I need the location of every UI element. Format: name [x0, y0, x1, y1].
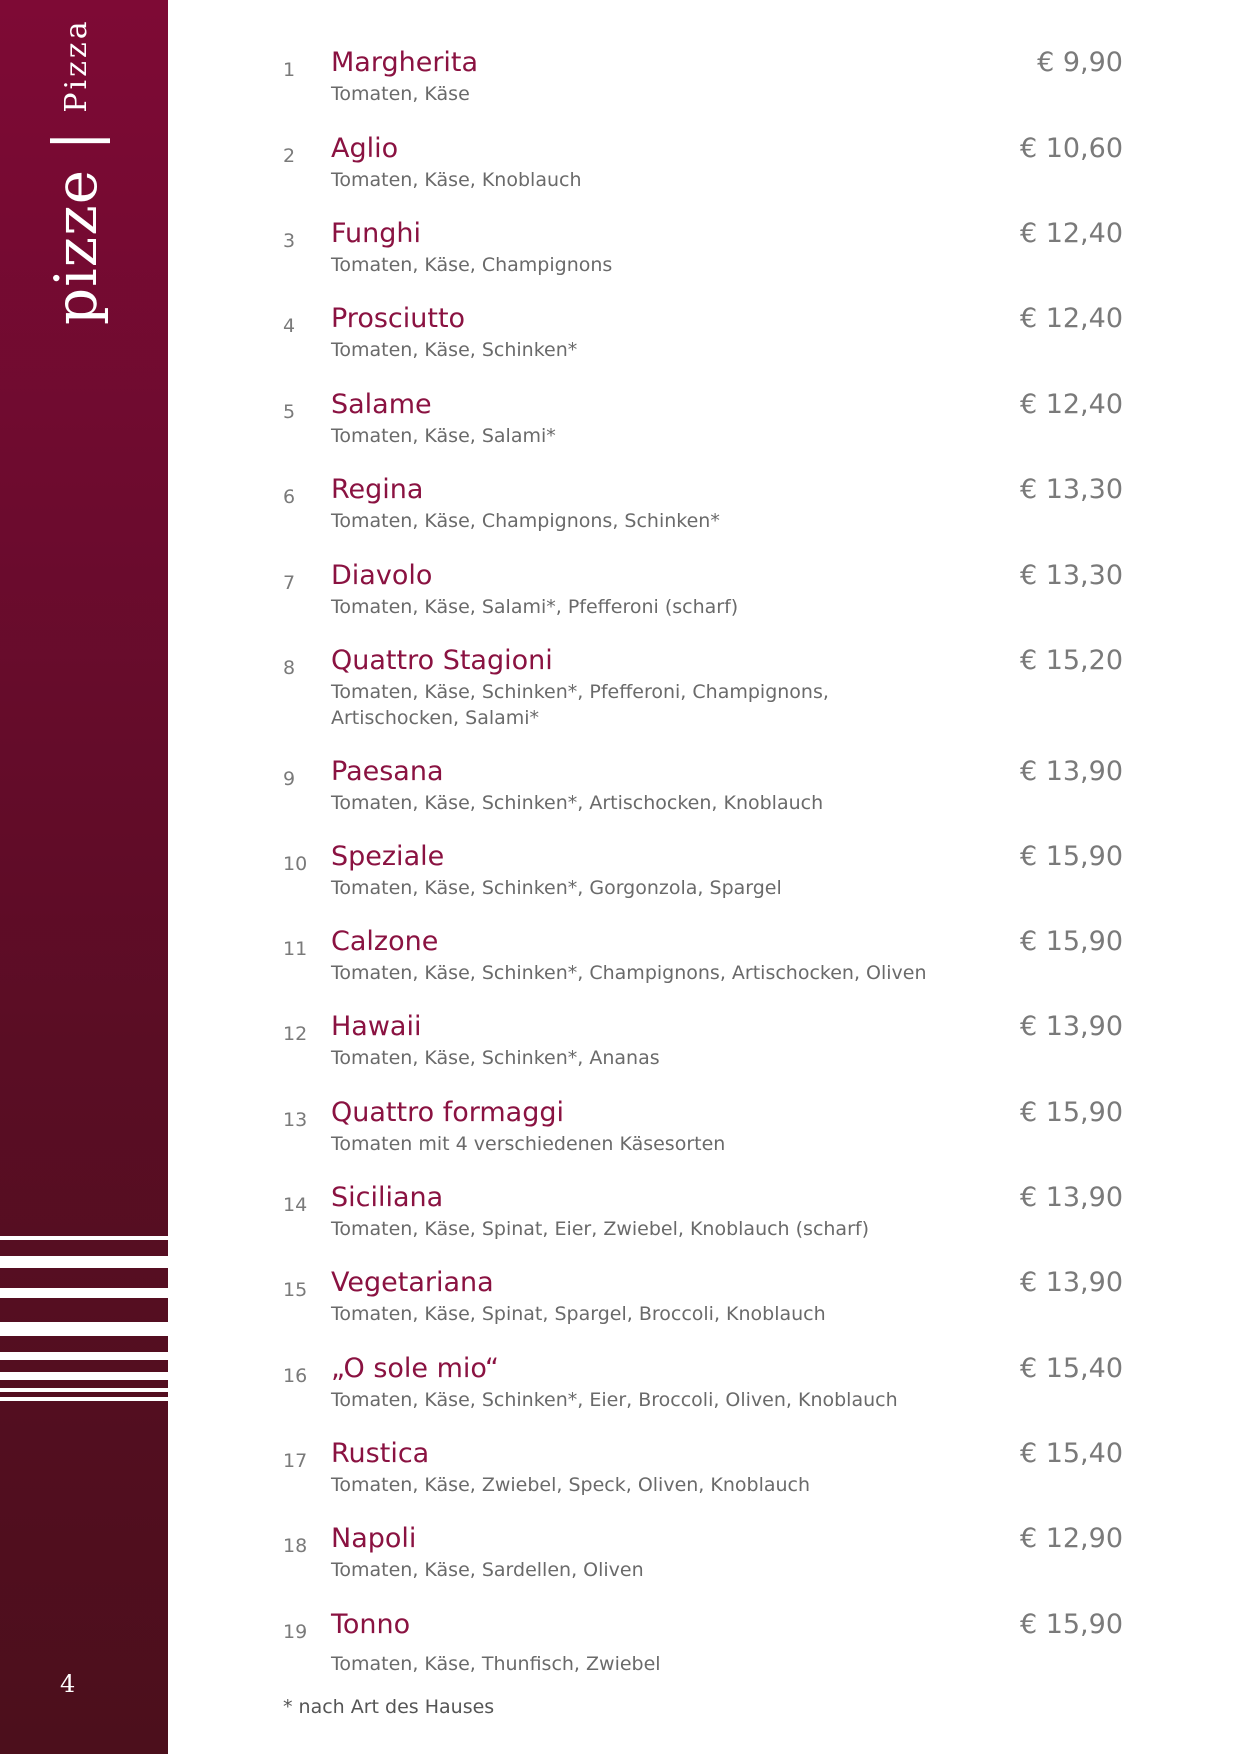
item-ingredients: Tomaten, Käse, Schinken*, Champignons, Artischocken, Oliven [331, 962, 927, 984]
item-price: € 10,60 [1019, 133, 1123, 164]
item-price: € 15,40 [1019, 1353, 1123, 1384]
item-name: Funghi [331, 218, 422, 249]
item-price: € 15,90 [1019, 1097, 1123, 1128]
item-ingredients: Tomaten, Käse, Schinken*, Pfefferoni, Champignons, Artischocken, Salami* [331, 681, 829, 729]
item-price: € 13,90 [1019, 756, 1123, 787]
item-number: 10 [283, 853, 308, 875]
item-number: 15 [283, 1279, 308, 1301]
item-price: € 12,40 [1019, 218, 1123, 249]
item-name: Margherita [331, 47, 479, 78]
item-number: 19 [283, 1621, 308, 1643]
item-name: Rustica [331, 1438, 430, 1469]
item-number: 4 [283, 315, 296, 337]
item-price: € 12,90 [1019, 1523, 1123, 1554]
item-number: 17 [283, 1450, 308, 1472]
item-ingredients: Tomaten, Käse, Sardellen, Oliven [331, 1559, 644, 1581]
section-title-italian: pizze [42, 168, 110, 325]
item-number: 7 [283, 572, 296, 594]
item-price: € 13,90 [1019, 1011, 1123, 1042]
item-price: € 13,90 [1019, 1182, 1123, 1213]
item-name: „O sole mio“ [331, 1353, 499, 1384]
item-ingredients: Tomaten, Käse, Schinken*, Eier, Broccoli, Oliven, Knoblauch [331, 1389, 898, 1411]
item-price: € 15,40 [1019, 1438, 1123, 1469]
item-name: Calzone [331, 926, 439, 957]
item-number: 8 [283, 657, 296, 679]
section-title-separator: | [41, 130, 111, 151]
item-name: Aglio [331, 133, 399, 164]
item-price: € 13,90 [1019, 1267, 1123, 1298]
decorative-stripe [0, 1352, 168, 1360]
item-number: 13 [283, 1109, 308, 1131]
item-name: Tonno [331, 1609, 411, 1640]
item-number: 14 [283, 1194, 308, 1216]
item-name: Quattro Stagioni [331, 645, 553, 676]
item-name: Quattro formaggi [331, 1097, 564, 1128]
item-ingredients: Tomaten, Käse, Spinat, Eier, Zwiebel, Knoblauch (scharf) [331, 1218, 869, 1240]
item-ingredients: Tomaten, Käse, Champignons [331, 254, 613, 276]
item-price: € 15,90 [1019, 841, 1123, 872]
item-ingredients: Tomaten, Käse, Schinken*, Ananas [331, 1047, 660, 1069]
decorative-stripe [0, 1256, 168, 1268]
item-name: Paesana [331, 756, 444, 787]
decorative-stripe [0, 1288, 168, 1298]
item-price: € 15,20 [1019, 645, 1123, 676]
section-title [26, 18, 126, 325]
decorative-stripe [0, 1322, 168, 1336]
item-ingredients: Tomaten, Käse, Salami* [331, 425, 556, 447]
item-ingredients: Tomaten, Käse, Thunfisch, Zwiebel [331, 1653, 661, 1675]
item-price: € 13,30 [1019, 560, 1123, 591]
item-number: 2 [283, 145, 296, 167]
item-name: Vegetariana [331, 1267, 494, 1298]
item-price: € 12,40 [1019, 389, 1123, 420]
item-number: 12 [283, 1023, 308, 1045]
item-ingredients: Tomaten, Käse, Schinken* [331, 339, 578, 361]
decorative-stripe [0, 1236, 168, 1240]
item-name: Hawaii [331, 1011, 422, 1042]
item-name: Salame [331, 389, 432, 420]
item-ingredients: Tomaten mit 4 verschiedenen Käsesorten [331, 1133, 726, 1155]
page-number: 4 [60, 1670, 76, 1698]
item-number: 3 [283, 230, 296, 252]
item-name: Speziale [331, 841, 445, 872]
item-ingredients: Tomaten, Käse, Schinken*, Artischocken, Knoblauch [331, 792, 824, 814]
footnote: * nach Art des Hauses [283, 1696, 495, 1718]
item-number: 1 [283, 59, 296, 81]
sidebar [0, 0, 168, 1754]
item-ingredients: Tomaten, Käse, Champignons, Schinken* [331, 510, 720, 532]
item-number: 9 [283, 768, 296, 790]
decorative-stripe [0, 1397, 168, 1401]
decorative-stripe [0, 1372, 168, 1380]
item-name: Regina [331, 474, 424, 505]
item-price: € 15,90 [1019, 1609, 1123, 1640]
item-price: € 12,40 [1019, 303, 1123, 334]
item-ingredients: Tomaten, Käse, Schinken*, Gorgonzola, Spargel [331, 877, 782, 899]
item-name: Siciliana [331, 1182, 444, 1213]
item-number: 18 [283, 1535, 308, 1557]
item-ingredients: Tomaten, Käse, Knoblauch [331, 169, 582, 191]
item-price: € 15,90 [1019, 926, 1123, 957]
item-number: 5 [283, 401, 296, 423]
item-name: Diavolo [331, 560, 433, 591]
item-ingredients: Tomaten, Käse, Spinat, Spargel, Broccoli, Knoblauch [331, 1303, 826, 1325]
item-number: 6 [283, 486, 296, 508]
item-number: 11 [283, 938, 308, 960]
item-price: € 13,30 [1019, 474, 1123, 505]
item-name: Prosciutto [331, 303, 466, 334]
item-price: € 9,90 [1037, 47, 1123, 78]
decorative-stripe [0, 1388, 168, 1392]
item-ingredients: Tomaten, Käse, Zwiebel, Speck, Oliven, Knoblauch [331, 1474, 811, 1496]
section-title-german: Pizza [58, 18, 94, 113]
item-name: Napoli [331, 1523, 417, 1554]
item-number: 16 [283, 1365, 308, 1387]
item-ingredients: Tomaten, Käse, Salami*, Pfefferoni (scharf) [331, 596, 739, 618]
item-ingredients: Tomaten, Käse [331, 83, 470, 105]
